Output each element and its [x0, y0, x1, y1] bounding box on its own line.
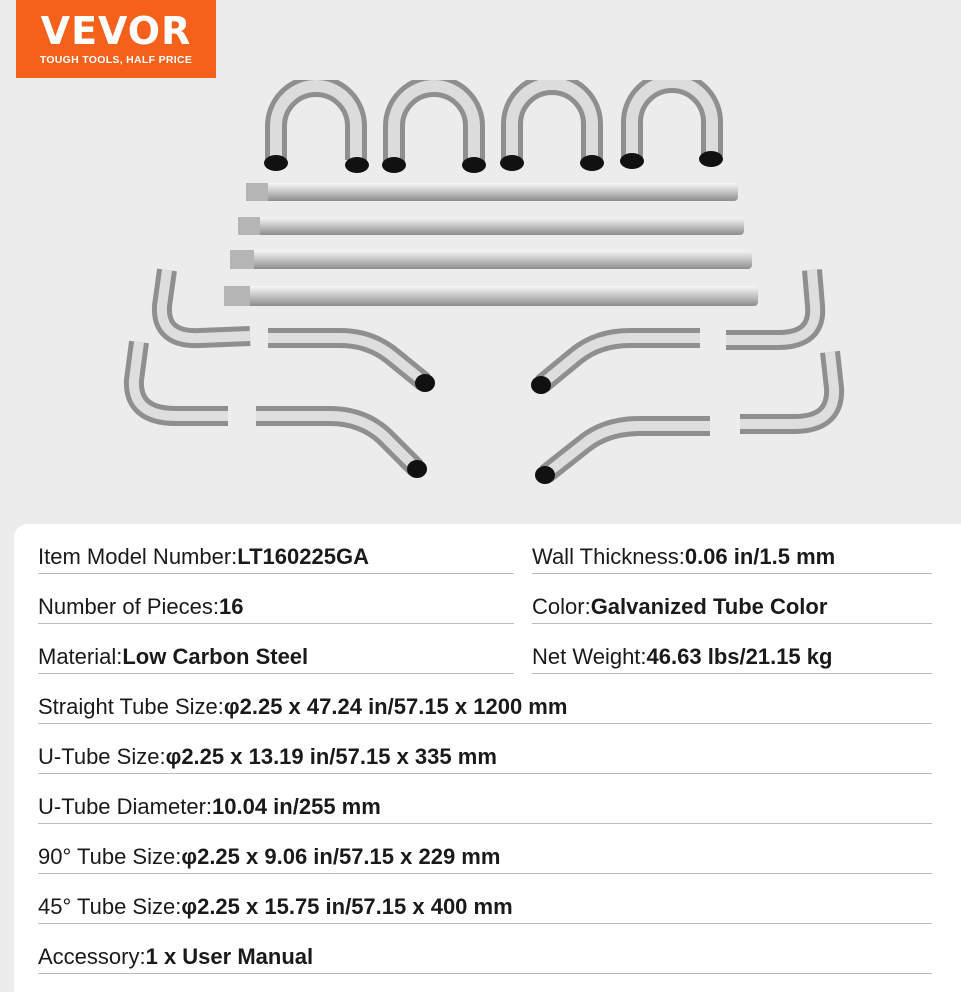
divider — [38, 973, 932, 974]
tube-flare — [224, 286, 250, 306]
divider — [38, 773, 932, 774]
divider — [38, 573, 514, 574]
logo-tagline: TOUGH TOOLS, HALF PRICE — [39, 54, 193, 66]
bend-90-tube — [134, 342, 228, 416]
divider — [38, 723, 932, 724]
divider — [38, 823, 932, 824]
spec-material — [38, 632, 308, 682]
spec-value: φ2.25 x 15.75 in/57.15 x 400 mm — [181, 894, 513, 919]
u-tube — [620, 82, 723, 169]
divider — [532, 673, 932, 674]
divider — [38, 923, 932, 924]
spec-value: LT160225GA — [237, 544, 369, 569]
straight-tube — [238, 217, 744, 235]
tube-flare — [230, 250, 254, 269]
spec-label: Material: — [38, 644, 123, 669]
divider — [38, 673, 514, 674]
spec-label: Straight Tube Size: — [38, 694, 224, 719]
spec-value: 46.63 lbs/21.15 kg — [646, 644, 833, 669]
spec-value: 16 — [218, 594, 244, 619]
tube-flare — [246, 183, 268, 201]
straight-tube — [224, 286, 758, 306]
spec-value: 0.06 in/1.5 mm — [684, 544, 836, 569]
u-tubes — [264, 82, 723, 173]
spec-value: φ2.25 x 9.06 in/57.15 x 229 mm — [181, 844, 501, 869]
tube-flare — [238, 217, 260, 235]
divider — [532, 623, 932, 624]
bend-45-tube — [535, 426, 710, 484]
bend-45-tube — [256, 416, 427, 478]
spec-label: 45° Tube Size: — [38, 894, 182, 919]
divider — [532, 573, 932, 574]
bend-45-tube — [268, 338, 435, 392]
spec-label: Accessory: — [38, 944, 146, 969]
spec-value: 1 x User Manual — [145, 944, 314, 969]
u-tube — [500, 84, 604, 171]
bend-45-tubes — [256, 338, 710, 484]
spec-label: Net Weight: — [532, 644, 647, 669]
spec-table — [14, 524, 961, 992]
spec-color — [532, 582, 827, 632]
spec-45-tube-size — [38, 882, 513, 932]
spec-u-tube-size — [38, 732, 497, 782]
exhaust-pipe-kit-icon — [0, 80, 961, 500]
straight-tube — [230, 250, 752, 269]
bend-90-tube — [740, 352, 834, 424]
spec-straight-tube-size — [38, 682, 567, 732]
bend-45-tube — [531, 338, 700, 394]
spec-wall-thickness — [532, 532, 835, 582]
spec-value: Low Carbon Steel — [122, 644, 309, 669]
straight-tubes — [224, 183, 758, 306]
spec-label: Wall Thickness: — [532, 544, 685, 569]
divider — [38, 873, 932, 874]
u-tube — [264, 86, 369, 173]
divider — [38, 623, 514, 624]
spec-label: 90° Tube Size: — [38, 844, 182, 869]
spec-model — [38, 532, 369, 582]
spec-net-weight — [532, 632, 832, 682]
spec-value: φ2.25 x 13.19 in/57.15 x 335 mm — [165, 744, 497, 769]
straight-tube — [246, 183, 738, 201]
spec-90-tube-size — [38, 832, 500, 882]
spec-value: 10.04 in/255 mm — [212, 794, 381, 819]
spec-label: Item Model Number: — [38, 544, 238, 569]
spec-value: Galvanized Tube Color — [590, 594, 828, 619]
spec-label: U-Tube Size: — [38, 744, 166, 769]
spec-label: Number of Pieces: — [38, 594, 219, 619]
spec-pieces — [38, 582, 243, 632]
spec-label: U-Tube Diameter: — [38, 794, 213, 819]
spec-label: Color: — [532, 594, 591, 619]
spec-u-tube-diameter — [38, 782, 381, 832]
spec-accessory — [38, 932, 313, 982]
u-tube — [382, 86, 486, 173]
spec-value: φ2.25 x 47.24 in/57.15 x 1200 mm — [223, 694, 568, 719]
logo-wordmark: VEVOR — [40, 9, 192, 53]
vevor-logo — [16, 0, 216, 78]
